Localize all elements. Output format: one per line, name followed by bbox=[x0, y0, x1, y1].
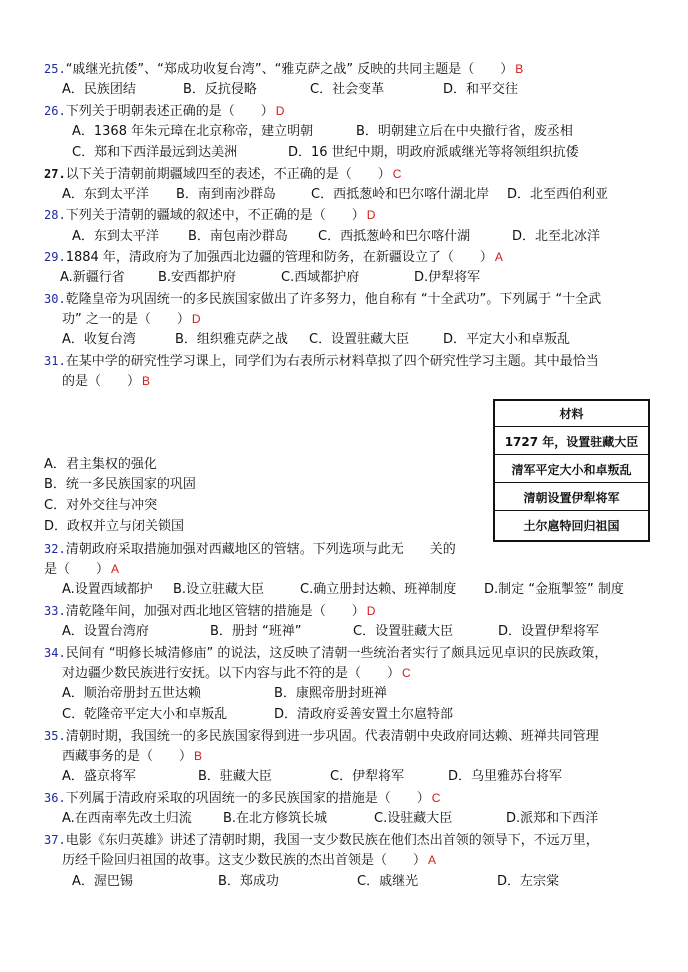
material-table bbox=[493, 399, 650, 542]
question-text-line2: 是（ ） bbox=[44, 562, 110, 577]
option-b: B．驻藏大臣 bbox=[198, 769, 272, 784]
question-text-line2: 对边疆少数民族进行安抚。以下内容与此不符的是（ ） bbox=[62, 666, 401, 681]
answer-key: B bbox=[194, 749, 203, 763]
question-28 bbox=[44, 206, 375, 225]
material-table-header: 材料 bbox=[495, 401, 648, 427]
option-b: B．南包南沙群岛 bbox=[188, 229, 288, 244]
question-text-line2: 的是（ ） bbox=[62, 374, 141, 389]
option-c: C．伊犁将军 bbox=[330, 769, 405, 784]
answer-key: D bbox=[366, 604, 376, 618]
question-number: 34. bbox=[44, 646, 66, 660]
material-row: 清军平定大小和卓叛乱 bbox=[495, 457, 648, 483]
answer-key: C bbox=[431, 791, 441, 805]
question-text: 以下关于清朝前期疆域四至的表述，不正确的是（ ） bbox=[65, 167, 391, 182]
question-32 bbox=[44, 540, 456, 559]
option-c: C．对外交往与冲突 bbox=[44, 498, 158, 513]
question-number: 28. bbox=[44, 208, 66, 222]
question-number: 33. bbox=[44, 604, 66, 618]
answer-key: A bbox=[494, 250, 503, 264]
option-c: C．郑和下西洋最远到达美洲 bbox=[72, 145, 238, 160]
option-b: B.在北方修筑长城 bbox=[223, 811, 328, 826]
question-number: 32. bbox=[44, 542, 66, 556]
question-text: 1884 年，清政府为了加强西北边疆的管理和防务，在新疆设立了（ ） bbox=[65, 250, 493, 265]
option-c: C．乾隆帝平定大小和卓叛乱 bbox=[62, 707, 228, 722]
question-text-line2: 功” 之一的是（ ） bbox=[62, 312, 190, 327]
material-row: 1727 年，设置驻藏大臣 bbox=[495, 429, 648, 455]
question-31 bbox=[44, 352, 599, 371]
question-29 bbox=[44, 248, 503, 267]
option-d: D.伊犁将军 bbox=[414, 270, 481, 285]
question-30 bbox=[44, 290, 601, 309]
answer-key: B bbox=[142, 374, 151, 388]
question-31-continued bbox=[62, 372, 150, 391]
option-c: C．社会变革 bbox=[310, 82, 385, 97]
question-text: 乾隆皇帝为巩固统一的多民族国家做出了许多努力，他自称有 “十全武功”。下列属于 “十全武 bbox=[65, 292, 602, 307]
option-a: A．东到太平洋 bbox=[72, 229, 159, 244]
option-d: D．设置伊犁将军 bbox=[498, 624, 600, 639]
option-c: C．西抵葱岭和巴尔喀什湖 bbox=[318, 229, 471, 244]
question-30-continued bbox=[62, 310, 201, 329]
question-35-continued bbox=[62, 747, 202, 766]
answer-key: D bbox=[191, 312, 201, 326]
question-text: 民间有 “明修长城清修庙” 的说法，这反映了清朝一些统治者实行了颇具远见卓识的民族政策， bbox=[65, 646, 608, 661]
option-d: D．乌里雅苏台将军 bbox=[448, 769, 563, 784]
question-25 bbox=[44, 60, 523, 79]
option-c: C.确立册封达赖、班禅制度 bbox=[300, 582, 457, 597]
option-d: D.制定 “金瓶掣签” 制度 bbox=[484, 582, 624, 597]
option-c: C．设置驻藏大臣 bbox=[309, 332, 410, 347]
question-text: 清朝政府采取措施加强对西藏地区的管辖。下列选项与此无 关的 bbox=[65, 542, 456, 557]
option-d: D.派郑和下西洋 bbox=[506, 811, 599, 826]
answer-key: C bbox=[402, 666, 411, 680]
option-a: A．东到太平洋 bbox=[62, 187, 149, 202]
question-number: 35. bbox=[44, 729, 66, 743]
question-number: 36. bbox=[44, 791, 66, 805]
option-d: D．16 世纪中期，明政府派戚继光等将领组织抗倭 bbox=[288, 145, 579, 160]
question-26 bbox=[44, 102, 284, 121]
option-b: B．组织雅克萨之战 bbox=[175, 332, 288, 347]
option-a: A．渥巴锡 bbox=[72, 874, 133, 889]
material-row: 土尔扈特回归祖国 bbox=[523, 519, 620, 533]
material-row: 清朝设置伊犁将军 bbox=[495, 485, 648, 511]
question-number: 27. bbox=[44, 167, 66, 181]
option-c: C．西抵葱岭和巴尔喀什湖北岸 bbox=[311, 187, 490, 202]
question-text: 在某中学的研究性学习课上，同学们为右表所示材料草拟了四个研究性学习主题。其中最恰当 bbox=[65, 354, 599, 369]
answer-key: C bbox=[392, 167, 402, 181]
option-d: D．清政府妥善安置土尔扈特部 bbox=[274, 707, 454, 722]
question-27 bbox=[44, 165, 401, 184]
option-a: A．盛京将军 bbox=[62, 769, 136, 784]
question-number: 30. bbox=[44, 292, 66, 306]
question-number: 37. bbox=[44, 833, 66, 847]
option-b: B．册封 “班禅” bbox=[210, 624, 302, 639]
option-a: A．民族团结 bbox=[62, 82, 136, 97]
question-text: 清乾隆年间，加强对西北地区管辖的措施是（ ） bbox=[65, 604, 365, 619]
option-b: B．明朝建立后在中央撤行省，废丞相 bbox=[356, 124, 573, 139]
question-36 bbox=[44, 789, 440, 808]
question-text: 下列关于明朝表述正确的是（ ） bbox=[65, 104, 274, 119]
question-text: 电影《东归英雄》讲述了清朝时期，我国一支少数民族在他们杰出首领的领导下，不远万里， bbox=[65, 833, 599, 848]
question-37 bbox=[44, 831, 599, 850]
question-number: 31. bbox=[44, 354, 66, 368]
question-text: 清朝时期，我国统一的多民族国家得到进一步巩固。代表清朝中央政府同达赖、班禅共同管理 bbox=[65, 729, 599, 744]
option-d: D．左宗棠 bbox=[497, 874, 560, 889]
option-d: D．和平交往 bbox=[443, 82, 519, 97]
answer-key: D bbox=[275, 104, 285, 118]
option-a: A．收复台湾 bbox=[62, 332, 136, 347]
question-text: 下列关于清朝的疆域的叙述中，不正确的是（ ） bbox=[65, 208, 365, 223]
option-d: D．北至北冰洋 bbox=[512, 229, 601, 244]
option-d: D．政权并立与闭关锁国 bbox=[44, 519, 185, 534]
option-a: A.在西南率先改土归流 bbox=[62, 811, 192, 826]
option-d: D．平定大小和卓叛乱 bbox=[443, 332, 571, 347]
question-33 bbox=[44, 602, 375, 621]
option-c: C.西域都护府 bbox=[281, 270, 360, 285]
answer-key: B bbox=[515, 62, 524, 76]
question-34-continued bbox=[62, 664, 411, 683]
option-a: A.设置西域都护 bbox=[62, 582, 153, 597]
question-35 bbox=[44, 727, 599, 746]
option-b: B.安西都护府 bbox=[158, 270, 237, 285]
option-a: A．君主集权的强化 bbox=[44, 457, 157, 472]
question-34 bbox=[44, 644, 607, 663]
question-37-continued bbox=[62, 851, 436, 870]
question-text: 下列属于清政府采取的巩固统一的多民族国家的措施是（ ） bbox=[65, 791, 430, 806]
answer-key: D bbox=[366, 208, 376, 222]
question-text: “戚继光抗倭”、“郑成功收复台湾”、“雅克萨之战” 反映的共同主题是（ ） bbox=[65, 62, 514, 77]
option-b: B．康熙帝册封班禅 bbox=[274, 686, 387, 701]
option-b: B.设立驻藏大臣 bbox=[173, 582, 265, 597]
option-a: A.新疆行省 bbox=[60, 270, 125, 285]
option-b: B．统一多民族国家的巩固 bbox=[44, 477, 196, 492]
option-a: A．设置台湾府 bbox=[62, 624, 149, 639]
option-b: B．南到南沙群岛 bbox=[176, 187, 276, 202]
answer-key: A bbox=[428, 853, 437, 867]
question-number: 26. bbox=[44, 104, 66, 118]
option-c: C．设置驻藏大臣 bbox=[353, 624, 454, 639]
option-d: D．北至西伯利亚 bbox=[507, 187, 609, 202]
answer-key: A bbox=[111, 562, 120, 576]
question-32-continued bbox=[44, 560, 119, 579]
question-text-line2: 历经千险回归祖国的故事。这支少数民族的杰出首领是（ ） bbox=[62, 853, 427, 868]
question-text-line2: 西藏事务的是（ ） bbox=[62, 749, 193, 764]
option-a: A．1368 年朱元璋在北京称帝，建立明朝 bbox=[72, 124, 314, 139]
option-a: A．顺治帝册封五世达赖 bbox=[62, 686, 201, 701]
question-number: 25. bbox=[44, 62, 66, 76]
option-b: B．反抗侵略 bbox=[183, 82, 257, 97]
question-number: 29. bbox=[44, 250, 66, 264]
option-b: B．郑成功 bbox=[218, 874, 279, 889]
option-c: C．戚继光 bbox=[357, 874, 419, 889]
option-c: C.设驻藏大臣 bbox=[374, 811, 453, 826]
